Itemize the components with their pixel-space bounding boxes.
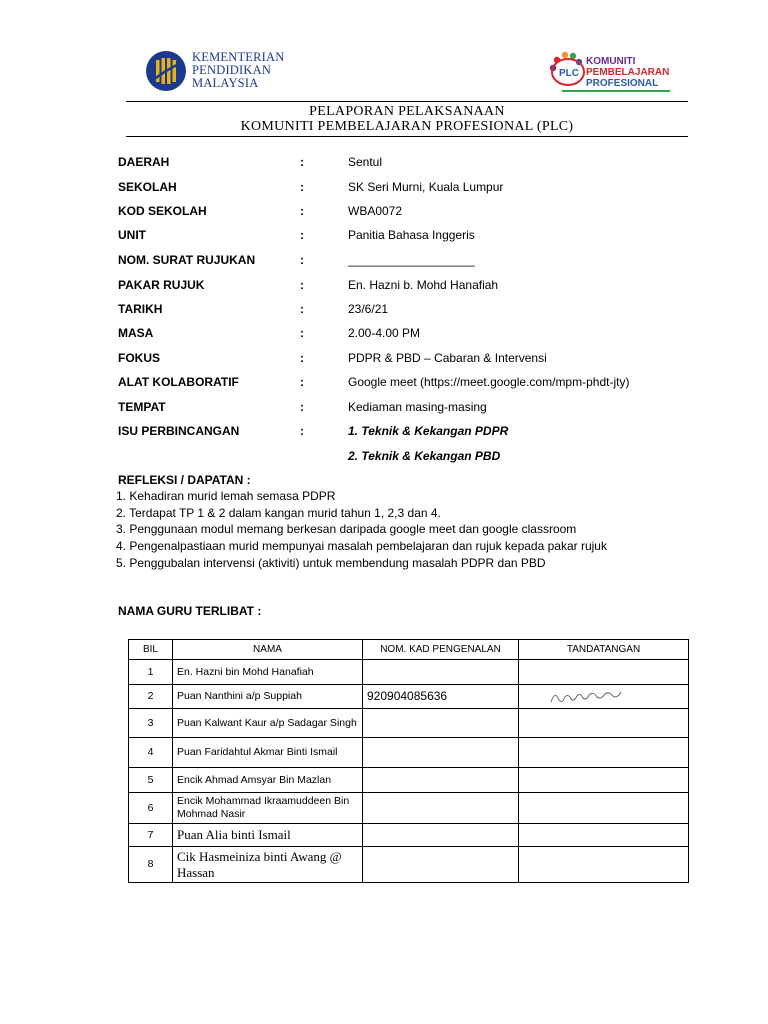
- plc-logo-line: PROFESIONAL: [586, 78, 659, 89]
- cell-ic: [363, 824, 519, 847]
- cell-nama: Encik Mohammad Ikraamuddeen Bin Mohmad Nasir: [173, 793, 363, 824]
- ministry-name-line: KEMENTERIAN: [192, 50, 285, 64]
- cell-ic: 920904085636: [363, 685, 519, 709]
- cell-bil: 8: [129, 847, 173, 883]
- cell-nama: Puan Nanthini a/p Suppiah: [173, 685, 363, 709]
- info-label: KOD SEKOLAH: [118, 204, 207, 218]
- cell-ic: [363, 768, 519, 793]
- info-label: NOM. SURAT RUJUKAN: [118, 253, 256, 267]
- table-row: [129, 738, 689, 768]
- info-row-daerah: [118, 153, 688, 171]
- info-row-fokus: [118, 349, 688, 367]
- svg-text:PLC: PLC: [559, 68, 579, 79]
- info-label: PAKAR RUJUK: [118, 278, 205, 292]
- cell-nama: Cik Hasmeiniza binti Awang @ Hassan: [173, 847, 363, 883]
- info-label: MASA: [118, 326, 154, 340]
- table-row: [129, 768, 689, 793]
- info-row-alat-kolaboratif: [118, 373, 688, 391]
- info-label: UNIT: [118, 228, 146, 242]
- ministry-name: [192, 51, 284, 90]
- guru-heading: NAMA GURU TERLIBAT :: [118, 604, 262, 618]
- info-row-kod-sekolah: [118, 202, 688, 220]
- cell-tandatangan: [519, 660, 689, 685]
- info-value: Sentul: [348, 155, 383, 169]
- plc-logo-line: PEMBELAJARAN: [586, 67, 670, 78]
- info-row-isu-perbincangan: [118, 422, 688, 440]
- title-top-rule: [126, 101, 688, 102]
- cell-ic: [363, 738, 519, 768]
- info-row-pakar-rujuk: [118, 276, 688, 294]
- page-title: [126, 104, 688, 134]
- info-colon: :: [300, 326, 304, 340]
- ministry-name-line: PENDIDIKAN: [192, 63, 272, 77]
- info-value: ___________________: [348, 253, 475, 267]
- info-colon: :: [300, 302, 304, 316]
- cell-tandatangan: [519, 768, 689, 793]
- ministry-name-line: MALAYSIA: [192, 76, 259, 90]
- info-value: 1. Teknik & Kekangan PDPR: [348, 424, 509, 438]
- info-value: 2. Teknik & Kekangan PBD: [348, 449, 501, 463]
- ministry-logo: [145, 48, 295, 94]
- cell-bil: 1: [129, 660, 173, 685]
- info-label: ALAT KOLABORATIF: [118, 375, 239, 389]
- info-row-isu-perbincangan-2: [118, 447, 688, 465]
- column-header-tandatangan: TANDATANGAN: [519, 640, 689, 660]
- info-value: PDPR & PBD – Cabaran & Intervensi: [348, 351, 547, 365]
- cell-bil: 3: [129, 709, 173, 738]
- info-label: SEKOLAH: [118, 180, 177, 194]
- info-colon: :: [300, 180, 304, 194]
- column-header-bil: BIL: [129, 640, 173, 660]
- info-row-surat-rujukan: [118, 251, 688, 269]
- signature-icon: [547, 688, 627, 706]
- info-value: Kediaman masing-masing: [348, 400, 487, 414]
- cell-tandatangan: [519, 793, 689, 824]
- cell-bil: 4: [129, 738, 173, 768]
- title-bottom-rule: [126, 136, 688, 137]
- cell-bil: 7: [129, 824, 173, 847]
- info-row-tempat: [118, 398, 688, 416]
- cell-bil: 6: [129, 793, 173, 824]
- plc-logo-icon: [548, 50, 673, 94]
- table-header-row: [129, 640, 689, 660]
- table-row: [129, 709, 689, 738]
- cell-nama: Encik Ahmad Amsyar Bin Mazlan: [173, 768, 363, 793]
- info-value: WBA0072: [348, 204, 403, 218]
- cell-nama: Puan Faridahtul Akmar Binti Ismail: [173, 738, 363, 768]
- table-row: [129, 793, 689, 824]
- refleksi-item: 5. Penggubalan intervensi (aktiviti) untuk membendung masalah PDPR dan PBD: [116, 556, 546, 570]
- info-colon: :: [300, 155, 304, 169]
- info-value: Google meet (https://meet.google.com/mpm-phdt-jty): [348, 375, 630, 389]
- info-row-masa: [118, 324, 688, 342]
- cell-nama: En. Hazni bin Mohd Hanafiah: [173, 660, 363, 685]
- table-row: [129, 660, 689, 685]
- info-value: En. Hazni b. Mohd Hanafiah: [348, 278, 499, 292]
- info-row-sekolah: [118, 178, 688, 196]
- cell-tandatangan: [519, 824, 689, 847]
- cell-ic: [363, 793, 519, 824]
- cell-nama: Puan Alia binti Ismail: [173, 824, 363, 847]
- cell-tandatangan: [519, 685, 689, 709]
- cell-ic: [363, 847, 519, 883]
- refleksi-item: 1. Kehadiran murid lemah semasa PDPR: [116, 489, 336, 503]
- info-label: DAERAH: [118, 155, 170, 169]
- refleksi-item: 4. Pengenalpastiaan murid mempunyai masalah pembelajaran dan rujuk kepada pakar rujuk: [116, 539, 607, 553]
- cell-ic: [363, 660, 519, 685]
- cell-bil: 2: [129, 685, 173, 709]
- cell-tandatangan: [519, 738, 689, 768]
- refleksi-item: 2. Terdapat TP 1 & 2 dalam kangan murid tahun 1, 2,3 dan 4.: [116, 506, 441, 520]
- info-label: TEMPAT: [118, 400, 166, 414]
- info-label: TARIKH: [118, 302, 163, 316]
- column-header-nama: NAMA: [173, 640, 363, 660]
- info-colon: :: [300, 278, 304, 292]
- info-value: Panitia Bahasa Inggeris: [348, 228, 475, 242]
- info-value: SK Seri Murni, Kuala Lumpur: [348, 180, 504, 194]
- info-colon: :: [300, 375, 304, 389]
- cell-nama: Puan Kalwant Kaur a/p Sadagar Singh: [173, 709, 363, 738]
- info-row-unit: [118, 226, 688, 244]
- table-row: [129, 685, 689, 709]
- info-colon: :: [300, 253, 304, 267]
- page-title-line2: KOMUNITI PEMBELAJARAN PROFESIONAL (PLC): [240, 119, 574, 134]
- cell-tandatangan: [519, 847, 689, 883]
- kpm-emblem-icon: [145, 50, 187, 92]
- info-colon: :: [300, 424, 304, 438]
- column-header-ic: NOM. KAD PENGENALAN: [363, 640, 519, 660]
- cell-ic: [363, 709, 519, 738]
- table-row: [129, 824, 689, 847]
- table-row: [129, 847, 689, 883]
- info-label: ISU PERBINCANGAN: [118, 424, 240, 438]
- guru-table: [128, 639, 689, 883]
- info-colon: :: [300, 351, 304, 365]
- plc-logo-line: KOMUNITI: [586, 56, 636, 67]
- cell-tandatangan: [519, 709, 689, 738]
- info-value: 23/6/21: [348, 302, 389, 316]
- refleksi-heading: REFLEKSI / DAPATAN :: [118, 473, 251, 487]
- page-title-line1: PELAPORAN PELAKSANAAN: [309, 104, 505, 119]
- info-colon: :: [300, 204, 304, 218]
- cell-bil: 5: [129, 768, 173, 793]
- info-label: FOKUS: [118, 351, 160, 365]
- refleksi-item: 3. Penggunaan modul memang berkesan daripada google meet dan google classroom: [116, 522, 577, 536]
- info-colon: :: [300, 228, 304, 242]
- info-value: 2.00-4.00 PM: [348, 326, 421, 340]
- info-row-tarikh: [118, 300, 688, 318]
- info-colon: :: [300, 400, 304, 414]
